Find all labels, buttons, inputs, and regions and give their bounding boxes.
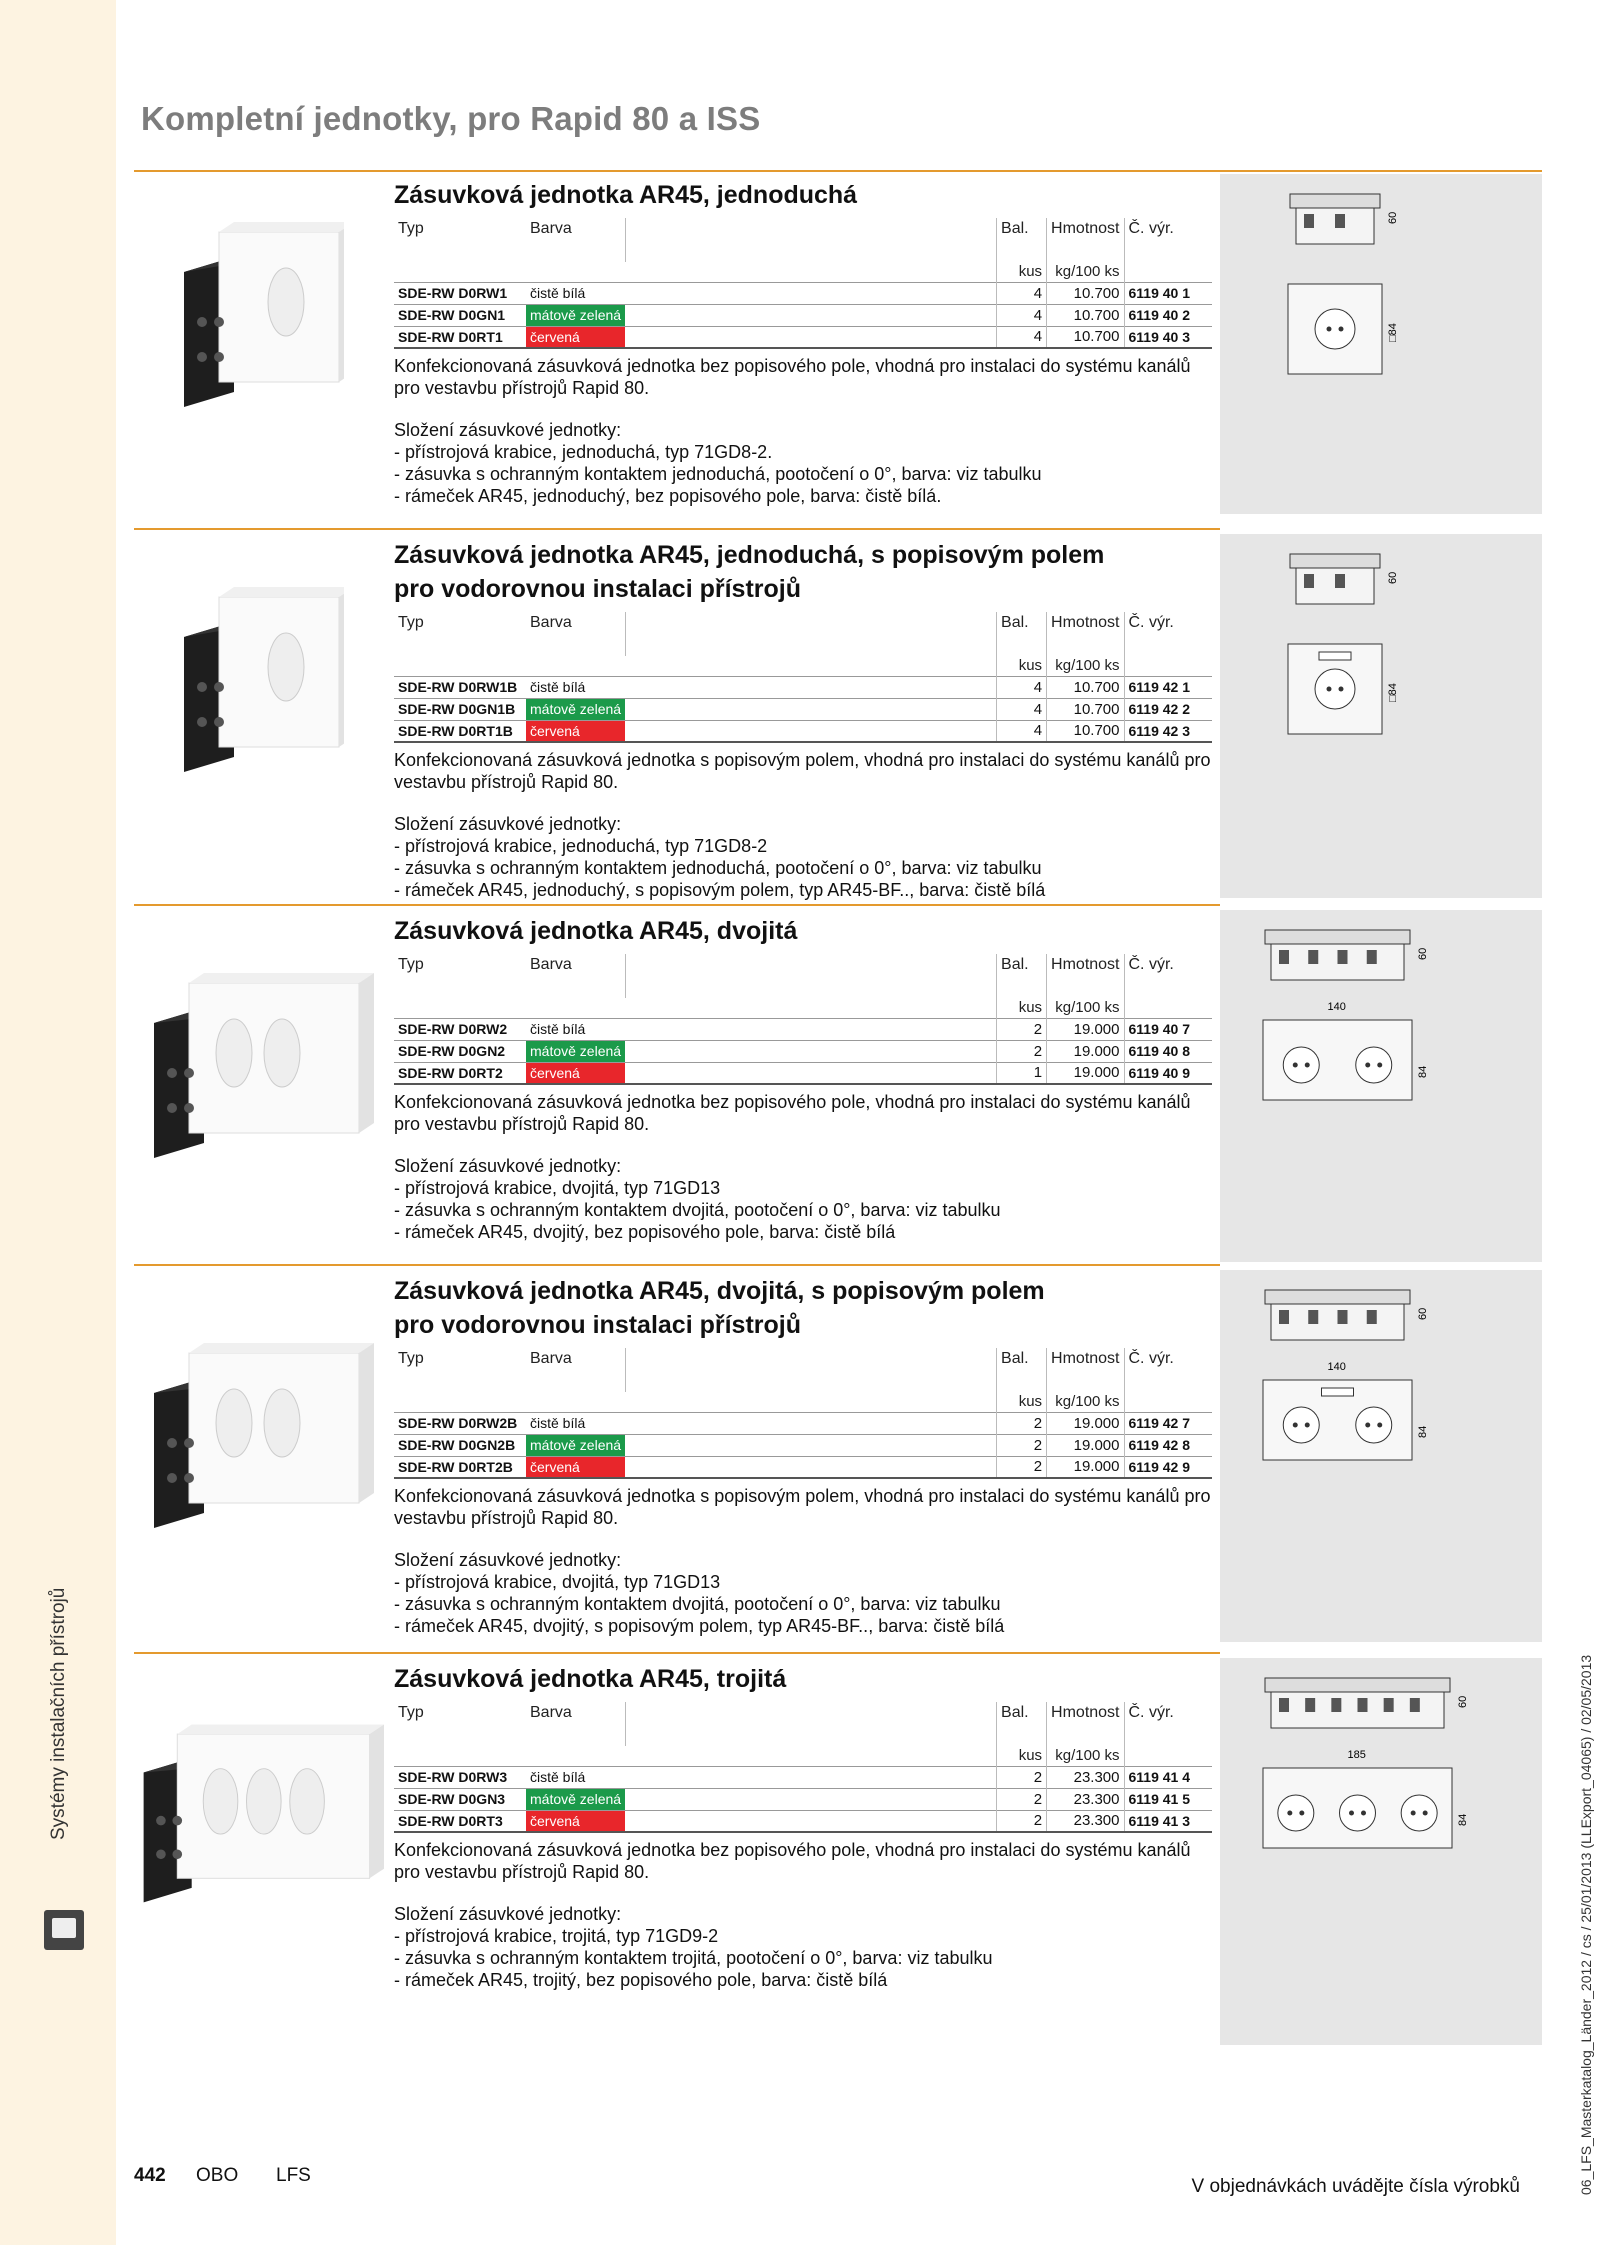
unit-empty [394,262,526,282]
section-separator [134,904,1220,906]
product-color: mátově zelená [526,698,625,720]
product-content [394,1274,1212,1637]
pack-qty: 4 [997,720,1047,742]
unit-empty [394,1392,526,1412]
composition-item: - zásuvka s ochranným kontaktem jednoduchá, pootočení o 0°, barva: viz tabulku [394,858,1042,878]
unit-label: kg/100 ks [1047,1392,1124,1412]
weight: 23.300 [1047,1788,1124,1810]
unit-empty [526,1746,625,1766]
header-barva: Barva [530,220,572,237]
composition-item: - zásuvka s ochranným kontaktem jednoduchá, pootočení o 0°, barva: viz tabulku [394,464,1042,484]
product-color: mátově zelená [526,304,625,326]
dim-square-label: 84 [1457,1813,1469,1826]
composition-item: - rámeček AR45, dvojitý, s popisovým polem, typ AR45-BF.., barva: čistě bílá [394,1616,1005,1636]
technical-drawing [1220,174,1542,514]
composition [394,1903,1212,1991]
product-type: SDE-RW D0GN1B [394,698,526,720]
dim-square-label: □84 [1387,323,1399,342]
pack-qty: 2 [997,1810,1047,1832]
weight: 19.000 [1047,1040,1124,1062]
article-number: 6119 40 2 [1124,304,1212,326]
vertical-meta: 06_LFS_Masterkatalog_Länder_2012 / cs / 25/01/2013 (LLExport_04065) / 02/05/2013 [1578,1654,1594,2195]
pack-qty: 4 [997,304,1047,326]
header-bal: Bal. [997,954,1047,998]
row-spacer [625,1456,996,1478]
section-separator [134,1652,1220,1654]
product-photo [134,577,384,777]
socket-icon [44,1910,84,1950]
unit-label: kg/100 ks [1047,262,1124,282]
product-type: SDE-RW D0RW1B [394,676,526,698]
composition [394,813,1212,901]
dim-square-label: □84 [1387,683,1399,702]
article-number: 6119 42 2 [1124,698,1212,720]
header-cislo: Č. výr. [1124,954,1212,998]
composition-item: - přístrojová krabice, jednoduchá, typ 71GD8-2 [394,836,768,856]
row-spacer [625,1788,996,1810]
page-title: Kompletní jednotky, pro Rapid 80 a ISS [141,100,761,137]
composition-item: - přístrojová krabice, dvojitá, typ 71GD13 [394,1572,721,1592]
weight: 23.300 [1047,1766,1124,1788]
section-title: Zásuvková jednotka AR45, dvojitá [394,917,798,945]
dim-width-label: 140 [1327,1361,1346,1373]
product-color: čistě bílá [526,282,625,304]
composition-title: Složení zásuvkové jednotky: [394,420,622,440]
article-number: 6119 42 3 [1124,720,1212,742]
product-section [134,908,1542,1268]
section-subtitle: pro vodorovnou instalaci přístrojů [394,1311,801,1339]
product-table [394,612,1212,743]
composition-item: - zásuvka s ochranným kontaktem trojitá, pootočení o 0°, barva: viz tabulku [394,1948,993,1968]
header-cislo: Č. výr. [1124,1702,1212,1746]
unit-label: kus [997,998,1047,1018]
article-number: 6119 40 9 [1124,1062,1212,1084]
composition [394,1549,1212,1637]
section-separator [134,1264,1220,1266]
description: Konfekcionovaná zásuvková jednotka bez popisového pole, vhodná pro instalaci do systému kanálů pro vestavbu přístrojů Rapid 80. [394,1092,1191,1134]
product-section [134,172,1542,520]
units-row [394,1392,1212,1412]
unit-label: kg/100 ks [1047,998,1124,1018]
row-spacer [625,676,996,698]
product-content [394,1662,1212,1991]
row-spacer [625,1412,996,1434]
pack-qty: 2 [997,1412,1047,1434]
product-type: SDE-RW D0RT1 [394,326,526,348]
header-hmotnost: Hmotnost [1047,612,1124,656]
unit-empty [625,656,996,676]
dim-width-label: 185 [1347,1749,1366,1761]
product-type: SDE-RW D0RT2 [394,1062,526,1084]
header-typ: Typ [398,614,424,631]
table-row [394,1018,1212,1040]
product-type: SDE-RW D0RW2B [394,1412,526,1434]
unit-empty [625,1392,996,1412]
product-color: červená [526,326,625,348]
article-number: 6119 42 9 [1124,1456,1212,1478]
unit-empty [526,998,625,1018]
unit-label: kg/100 ks [1047,1746,1124,1766]
technical-drawing [1220,1270,1542,1642]
pack-qty: 1 [997,1062,1047,1084]
section-title: Zásuvková jednotka AR45, trojitá [394,1665,787,1693]
units-row [394,262,1212,282]
header-spacer [625,612,996,656]
product-content [394,914,1212,1243]
composition-item: - rámeček AR45, trojitý, bez popisového pole, barva: čistě bílá [394,1970,888,1990]
header-cislo: Č. výr. [1124,1348,1212,1392]
article-number: 6119 42 8 [1124,1434,1212,1456]
product-table [394,954,1212,1085]
table-row [394,720,1212,742]
footer-note: V objednávkách uvádějte čísla výrobků [1191,2176,1520,2197]
unit-empty [394,1746,526,1766]
section-separator [134,528,1220,530]
article-number: 6119 40 7 [1124,1018,1212,1040]
unit-label: kus [997,262,1047,282]
pack-qty: 4 [997,326,1047,348]
description: Konfekcionovaná zásuvková jednotka bez popisového pole, vhodná pro instalaci do systému kanálů pro vestavbu přístrojů Rapid 80. [394,1840,1191,1882]
product-color: červená [526,720,625,742]
weight: 19.000 [1047,1018,1124,1040]
article-number: 6119 41 3 [1124,1810,1212,1832]
dim-square-label: 84 [1417,1065,1429,1078]
row-spacer [625,1040,996,1062]
product-type: SDE-RW D0GN2B [394,1434,526,1456]
description: Konfekcionovaná zásuvková jednotka s popisovým polem, vhodná pro instalaci do systému kanálů pro vestavbu přístrojů Rapid 80. [394,1486,1211,1528]
weight: 19.000 [1047,1062,1124,1084]
unit-empty [1124,998,1212,1018]
pack-qty: 2 [997,1040,1047,1062]
product-color: červená [526,1062,625,1084]
composition-title: Složení zásuvkové jednotky: [394,814,622,834]
table-row [394,1766,1212,1788]
product-photo [134,1318,384,1548]
header-hmotnost: Hmotnost [1047,218,1124,262]
table-row [394,1412,1212,1434]
product-section [134,532,1542,904]
product-photo [134,948,384,1178]
product-content [394,538,1212,901]
header-barva: Barva [530,1350,572,1367]
product-color: mátově zelená [526,1040,625,1062]
row-spacer [625,1766,996,1788]
dim-width-label: 140 [1327,1001,1346,1013]
unit-empty [625,1746,996,1766]
header-bal: Bal. [997,612,1047,656]
section-title: Zásuvková jednotka AR45, jednoduchá [394,181,858,209]
pack-qty: 2 [997,1434,1047,1456]
unit-empty [526,656,625,676]
row-spacer [625,1434,996,1456]
header-hmotnost: Hmotnost [1047,1702,1124,1746]
row-spacer [625,698,996,720]
pack-qty: 2 [997,1788,1047,1810]
product-type: SDE-RW D0GN1 [394,304,526,326]
unit-empty [625,262,996,282]
product-type: SDE-RW D0RW3 [394,1766,526,1788]
composition-item: - rámeček AR45, jednoduchý, bez popisového pole, barva: čistě bílá. [394,486,942,506]
product-color: mátově zelená [526,1434,625,1456]
header-spacer [625,1702,996,1746]
row-spacer [625,304,996,326]
row-spacer [625,720,996,742]
composition [394,419,1212,507]
product-photo [134,1696,384,1926]
header-barva: Barva [530,956,572,973]
composition [394,1155,1212,1243]
row-spacer [625,326,996,348]
composition-item: - přístrojová krabice, dvojitá, typ 71GD13 [394,1178,721,1198]
product-table [394,218,1212,349]
unit-empty [394,656,526,676]
weight: 10.700 [1047,698,1124,720]
product-color: mátově zelená [526,1788,625,1810]
product-color: čistě bílá [526,676,625,698]
product-color: čistě bílá [526,1018,625,1040]
row-spacer [625,1018,996,1040]
header-bal: Bal. [997,218,1047,262]
weight: 10.700 [1047,326,1124,348]
section-subtitle: pro vodorovnou instalaci přístrojů [394,575,801,603]
unit-empty [526,1392,625,1412]
table-row [394,698,1212,720]
row-spacer [625,1062,996,1084]
pack-qty: 2 [997,1018,1047,1040]
composition-item: - přístrojová krabice, trojitá, typ 71GD9-2 [394,1926,719,1946]
unit-label: kus [997,656,1047,676]
description: Konfekcionovaná zásuvková jednotka s popisovým polem, vhodná pro instalaci do systému kanálů pro vestavbu přístrojů Rapid 80. [394,750,1211,792]
header-cislo: Č. výr. [1124,218,1212,262]
composition-title: Složení zásuvkové jednotky: [394,1904,622,1924]
side-band [0,0,116,2245]
header-barva: Barva [530,1704,572,1721]
row-spacer [625,1810,996,1832]
header-typ: Typ [398,1350,424,1367]
composition-item: - zásuvka s ochranným kontaktem dvojitá, pootočení o 0°, barva: viz tabulku [394,1200,1001,1220]
table-row [394,676,1212,698]
header-bal: Bal. [997,1348,1047,1392]
header-spacer [625,1348,996,1392]
composition-title: Složení zásuvkové jednotky: [394,1156,622,1176]
unit-label: kus [997,1746,1047,1766]
dim-height-label: 60 [1387,571,1399,584]
header-cislo: Č. výr. [1124,612,1212,656]
product-color: čistě bílá [526,1766,625,1788]
product-color: červená [526,1810,625,1832]
composition-item: - rámeček AR45, dvojitý, bez popisového pole, barva: čistě bílá [394,1222,896,1242]
weight: 10.700 [1047,720,1124,742]
table-row [394,1810,1212,1832]
header-typ: Typ [398,220,424,237]
weight: 19.000 [1047,1434,1124,1456]
article-number: 6119 41 5 [1124,1788,1212,1810]
product-section [134,1268,1542,1648]
unit-label: kus [997,1392,1047,1412]
pack-qty: 4 [997,698,1047,720]
unit-empty [1124,656,1212,676]
unit-empty [1124,1746,1212,1766]
row-spacer [625,282,996,304]
unit-empty [394,998,526,1018]
weight: 19.000 [1047,1412,1124,1434]
product-table [394,1702,1212,1833]
unit-label: kg/100 ks [1047,656,1124,676]
product-content [394,178,1212,507]
product-type: SDE-RW D0RT1B [394,720,526,742]
article-number: 6119 40 8 [1124,1040,1212,1062]
product-type: SDE-RW D0RW2 [394,1018,526,1040]
product-type: SDE-RW D0RW1 [394,282,526,304]
weight: 10.700 [1047,304,1124,326]
composition-item: - přístrojová krabice, jednoduchá, typ 71GD8-2. [394,442,773,462]
product-type: SDE-RW D0RT3 [394,1810,526,1832]
table-row [394,1434,1212,1456]
units-row [394,998,1212,1018]
dim-square-label: 84 [1417,1425,1429,1438]
side-section-title: Systémy instalačních přístrojů [48,1587,69,1840]
header-spacer [625,218,996,262]
product-color: čistě bílá [526,1412,625,1434]
technical-drawing [1220,534,1542,898]
product-type: SDE-RW D0GN3 [394,1788,526,1810]
table-row [394,1456,1212,1478]
pack-qty: 4 [997,676,1047,698]
article-number: 6119 42 1 [1124,676,1212,698]
unit-empty [526,262,625,282]
product-color: červená [526,1456,625,1478]
technical-drawing [1220,1658,1542,2045]
header-spacer [625,954,996,998]
weight: 10.700 [1047,676,1124,698]
section-title: Zásuvková jednotka AR45, dvojitá, s popisovým polem [394,1277,1045,1305]
unit-empty [1124,262,1212,282]
weight: 10.700 [1047,282,1124,304]
pack-qty: 4 [997,282,1047,304]
units-row [394,1746,1212,1766]
unit-empty [625,998,996,1018]
header-barva: Barva [530,614,572,631]
product-type: SDE-RW D0GN2 [394,1040,526,1062]
table-row [394,304,1212,326]
dim-height-label: 60 [1457,1695,1469,1708]
table-row [394,1062,1212,1084]
footer-brand: OBO [196,2165,239,2186]
page-number: 442 [134,2165,166,2186]
header-typ: Typ [398,1704,424,1721]
product-section [134,1656,1542,2051]
units-row [394,656,1212,676]
table-row [394,282,1212,304]
table-row [394,326,1212,348]
description: Konfekcionovaná zásuvková jednotka bez popisového pole, vhodná pro instalaci do systému kanálů pro vestavbu přístrojů Rapid 80. [394,356,1191,398]
product-table [394,1348,1212,1479]
pack-qty: 2 [997,1766,1047,1788]
article-number: 6119 40 3 [1124,326,1212,348]
section-title: Zásuvková jednotka AR45, jednoduchá, s popisovým polem [394,541,1105,569]
header-hmotnost: Hmotnost [1047,954,1124,998]
table-row [394,1788,1212,1810]
dim-height-label: 60 [1417,947,1429,960]
article-number: 6119 40 1 [1124,282,1212,304]
pack-qty: 2 [997,1456,1047,1478]
composition-item: - zásuvka s ochranným kontaktem dvojitá, pootočení o 0°, barva: viz tabulku [394,1594,1001,1614]
technical-drawing [1220,910,1542,1262]
product-photo [134,212,384,412]
header-typ: Typ [398,956,424,973]
article-number: 6119 42 7 [1124,1412,1212,1434]
composition-item: - rámeček AR45, jednoduchý, s popisovým polem, typ AR45-BF.., barva: čistě bílá [394,880,1046,900]
header-bal: Bal. [997,1702,1047,1746]
dim-height-label: 60 [1417,1307,1429,1320]
product-type: SDE-RW D0RT2B [394,1456,526,1478]
dim-height-label: 60 [1387,211,1399,224]
weight: 19.000 [1047,1456,1124,1478]
article-number: 6119 41 4 [1124,1766,1212,1788]
header-hmotnost: Hmotnost [1047,1348,1124,1392]
composition-title: Složení zásuvkové jednotky: [394,1550,622,1570]
unit-empty [1124,1392,1212,1412]
footer-section: LFS [276,2165,311,2186]
weight: 23.300 [1047,1810,1124,1832]
table-row [394,1040,1212,1062]
